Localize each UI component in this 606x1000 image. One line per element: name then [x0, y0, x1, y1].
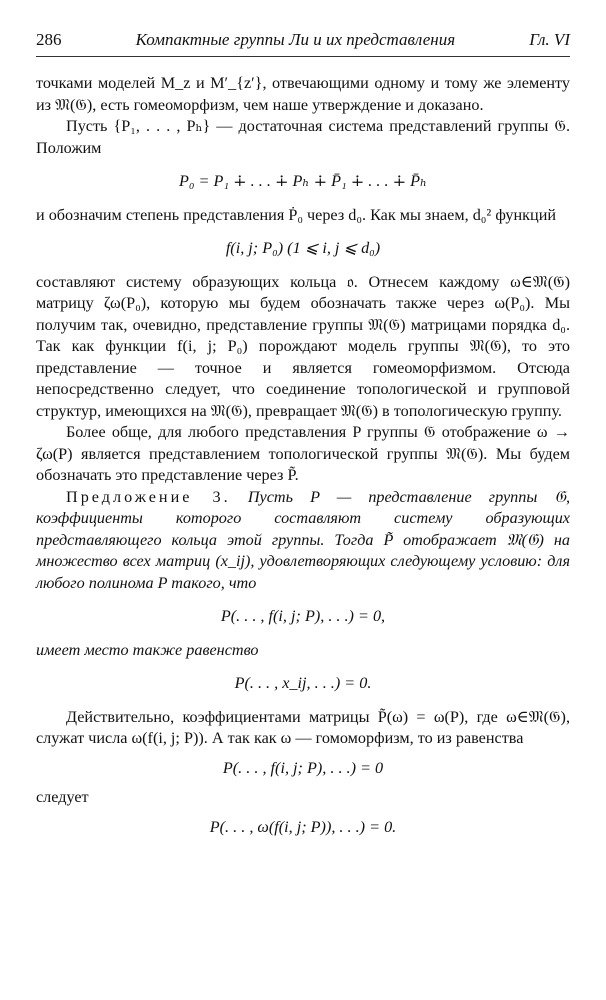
paragraph: Более обще, для любого представления P группы 𝔊 отображение ω → ζω(P) является представлением топологической группы 𝔐(𝔊). Мы будем обозначать это представление через P̃. [36, 423, 570, 484]
running-header [36, 30, 570, 57]
book-page [36, 30, 570, 846]
equation: f(i, j; P₀) (1 ⩽ i, j ⩽ d₀) [225, 239, 381, 257]
paragraph: точками моделей M_z и M′_{z′}, отвечающими одному и тому же элементу из 𝔐(𝔊), есть гомеоморфизм, чем наше утверждение и доказано. [36, 74, 570, 114]
paragraph: следует [36, 788, 89, 806]
equation: P(. . . , x_ij, . . .) = 0. [234, 674, 372, 692]
equation: P(. . . , f(i, j; P), . . .) = 0, [220, 607, 386, 625]
page-body [36, 73, 570, 838]
proposition-continuation: имеет место также равенство [36, 640, 259, 659]
proposition-text: Пусть P — представление группы 𝔊, коэффициенты которого составляют систему образующих представляющего кольца этой группы. Тогда P̃ отображает 𝔐(𝔊) на множество всех матриц (x_ij), удовлетворяющих следующему условию: для любого полинома P такого, что [36, 487, 571, 592]
equation: P(. . . , ω(f(i, j; P)), . . .) = 0. [209, 817, 397, 836]
paragraph: Пусть {P₁, . . . , Pₕ} — достаточная система представлений группы 𝔊. Положим [36, 117, 570, 157]
running-title: Компактные группы Ли и их представления [135, 30, 456, 49]
paragraph: и обозначим степень представления Ṗ₀ через d₀. Как мы знаем, d₀² функций [36, 205, 557, 224]
proposition [36, 487, 570, 595]
paragraph: составляют систему образующих кольца 𝔬. Отнесем каждому ω∈𝔐(𝔊) матрицу ζω(P₀), которую мы будем обозначать также через ω(P₀). Мы получим так, очевидно, представление группы 𝔐(𝔊) матрицами порядка d₀. Так как функции f(i, j; P₀) порождают модель группы 𝔐(𝔊), то это представление — точное и является гомеоморфизмом. Отсюда непосредственно следует, что соединение топологической и групповой структур, имеющихся на 𝔐(𝔊), превращает 𝔐(𝔊) в топологическую группу. [36, 272, 570, 420]
proposition-label: Предложение 3. [66, 487, 231, 506]
equation: P(. . . , f(i, j; P), . . .) = 0 [222, 758, 384, 777]
page-number: 286 [36, 30, 62, 49]
chapter-label: Гл. VI [529, 30, 570, 49]
equation: P₀ = P₁ ∔ . . . ∔ Pₕ ∔ P̄₁ ∔ . . . ∔ P̄ₕ [178, 172, 428, 190]
paragraph: Действительно, коэффициентами матрицы P̃(ω) = ω(P), где ω∈𝔐(𝔊), служат числа ω(f(i, j; P)). А так как ω — гомоморфизм, то из равенства [36, 707, 570, 747]
